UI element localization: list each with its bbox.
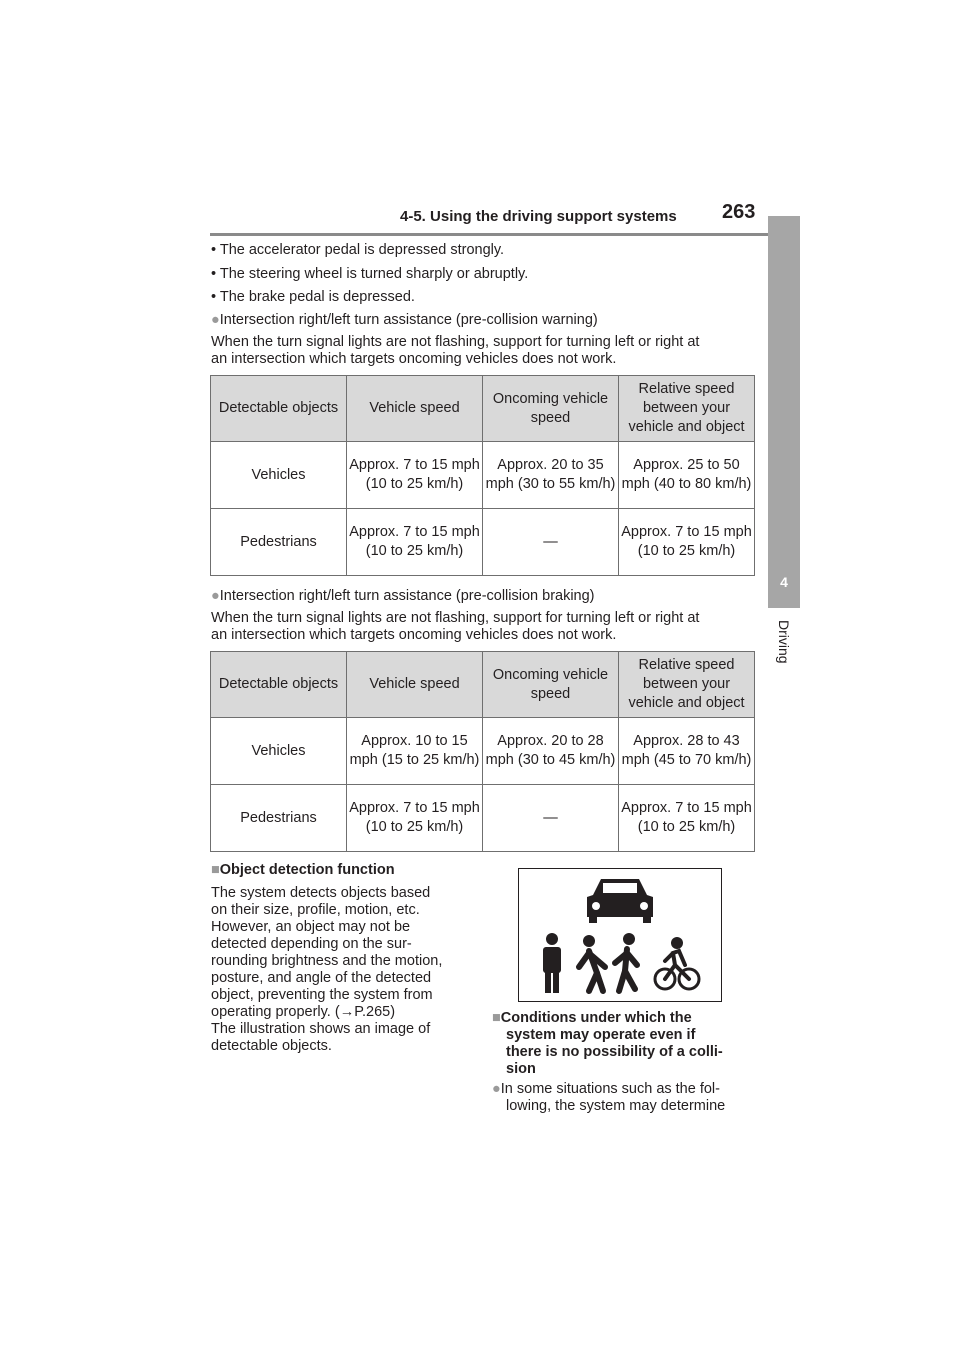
table-header-row: [211, 376, 755, 442]
square-marker-icon: ■: [492, 1010, 501, 1026]
body-line: operating properly. (→P.265): [211, 1004, 396, 1020]
warning-description-line: When the turn signal lights are not flashing, support for turning left or right at: [211, 334, 700, 350]
body-line: object, preventing the system from: [211, 987, 433, 1003]
body-line: The illustration shows an image of: [211, 1021, 431, 1037]
table-row: [211, 509, 755, 576]
table-header-cell: Relative speed between your vehicle and object: [619, 376, 755, 442]
detectable-objects-illustration: [518, 868, 722, 1002]
object-detection-body: [211, 885, 442, 1055]
table-header-cell: Relative speed between your vehicle and object: [619, 652, 755, 718]
table-cell: Approx. 7 to 15 mph (10 to 25 km/h): [619, 509, 755, 576]
table-cell: Approx. 7 to 15 mph (10 to 25 km/h): [347, 442, 483, 509]
body-line: detected depending on the sur-: [211, 936, 412, 952]
object-detection-heading: [211, 862, 395, 879]
braking-description-line: an intersection which targets oncoming vehicles does not work.: [211, 627, 617, 643]
warning-description-line: an intersection which targets oncoming vehicles does not work.: [211, 351, 617, 367]
cyclist-icon: [655, 937, 699, 989]
table-cell: Vehicles: [211, 442, 347, 509]
table-cell: —: [483, 509, 619, 576]
conditions-text-line: lowing, the system may determine: [506, 1098, 726, 1114]
warning-section-heading: [211, 312, 598, 329]
detectable-objects-svg: [519, 869, 721, 1001]
table-header-cell: Detectable objects: [211, 652, 347, 718]
table-cell: Approx. 20 to 35 mph (30 to 55 km/h): [483, 442, 619, 509]
table-cell: Pedestrians: [211, 785, 347, 852]
table-cell: Approx. 10 to 15 mph (15 to 25 km/h): [347, 718, 483, 785]
intro-bullet: • The accelerator pedal is depressed strongly.: [211, 242, 505, 258]
table-cell: Approx. 28 to 43 mph (45 to 70 km/h): [619, 718, 755, 785]
child-head-icon: [623, 933, 635, 945]
table-header-cell: Oncoming vehicle speed: [483, 652, 619, 718]
warning-speed-table: [210, 375, 755, 576]
page-number: 263: [722, 201, 756, 223]
conditions-bullet: [492, 1081, 725, 1115]
conditions-title-line: [492, 1010, 723, 1027]
table-cell: Approx. 7 to 15 mph (10 to 25 km/h): [347, 509, 483, 576]
car-icon: [587, 879, 653, 923]
conditions-title-line: sion: [506, 1061, 536, 1077]
intro-bullet: • The steering wheel is turned sharply or abruptly.: [211, 266, 529, 282]
chapter-label-text: Driving: [776, 620, 792, 664]
pedestrian-walking-icon: [579, 951, 605, 991]
table-cell: Vehicles: [211, 718, 347, 785]
table-cell: Approx. 7 to 15 mph (10 to 25 km/h): [347, 785, 483, 852]
conditions-text-line: [492, 1081, 725, 1098]
table-header-cell: Oncoming vehicle speed: [483, 376, 619, 442]
conditions-heading: [492, 1010, 723, 1078]
braking-section-heading: [211, 588, 595, 605]
table-header-cell: Vehicle speed: [347, 376, 483, 442]
bullet-icon: ●: [211, 588, 220, 604]
body-line: detectable objects.: [211, 1038, 332, 1054]
table-cell: Approx. 7 to 15 mph (10 to 25 km/h): [619, 785, 755, 852]
body-line: However, an object may not be: [211, 919, 411, 935]
table-cell: Approx. 25 to 50 mph (40 to 80 km/h): [619, 442, 755, 509]
object-detection-title: Object detection function: [219, 862, 395, 878]
conditions-title-line: there is no possibility of a colli-: [506, 1044, 723, 1060]
braking-speed-table: [210, 651, 755, 852]
conditions-title-text: Conditions under which the: [500, 1010, 692, 1026]
chapter-tab: [768, 216, 800, 608]
braking-section-title: Intersection right/left turn assistance (pre-collision braking): [219, 588, 595, 604]
body-line: on their size, profile, motion, etc.: [211, 902, 420, 918]
header-rule: [210, 233, 800, 236]
braking-description-line: When the turn signal lights are not flashing, support for turning left or right at: [211, 610, 700, 626]
conditions-text: In some situations such as the fol-: [500, 1081, 720, 1097]
table-row: [211, 785, 755, 852]
table-row: [211, 442, 755, 509]
body-line: posture, and angle of the detected: [211, 970, 432, 986]
section-title: 4-5. Using the driving support systems: [400, 208, 677, 225]
intro-bullet: • The brake pedal is depressed.: [211, 289, 415, 305]
body-line: rounding brightness and the motion,: [211, 953, 443, 969]
table-cell: —: [483, 785, 619, 852]
table-cell: Approx. 20 to 28 mph (30 to 45 km/h): [483, 718, 619, 785]
bullet-icon: ●: [492, 1081, 501, 1097]
bullet-icon: ●: [211, 312, 220, 328]
table-header-cell: Vehicle speed: [347, 652, 483, 718]
pedestrian-child-icon: [615, 949, 637, 991]
chapter-label: [766, 620, 806, 680]
table-cell: Pedestrians: [211, 509, 347, 576]
chapter-number: 4: [780, 574, 788, 590]
table-header-cell: Detectable objects: [211, 376, 347, 442]
pedestrian-head-icon: [583, 935, 595, 947]
warning-section-title: Intersection right/left turn assistance (pre-collision warning): [219, 312, 598, 328]
table-header-row: [211, 652, 755, 718]
table-row: [211, 718, 755, 785]
pedestrian-standing-icon: [543, 933, 561, 993]
conditions-title-line: system may operate even if: [506, 1027, 696, 1043]
square-marker-icon: ■: [211, 862, 220, 878]
body-line: The system detects objects based: [211, 885, 431, 901]
